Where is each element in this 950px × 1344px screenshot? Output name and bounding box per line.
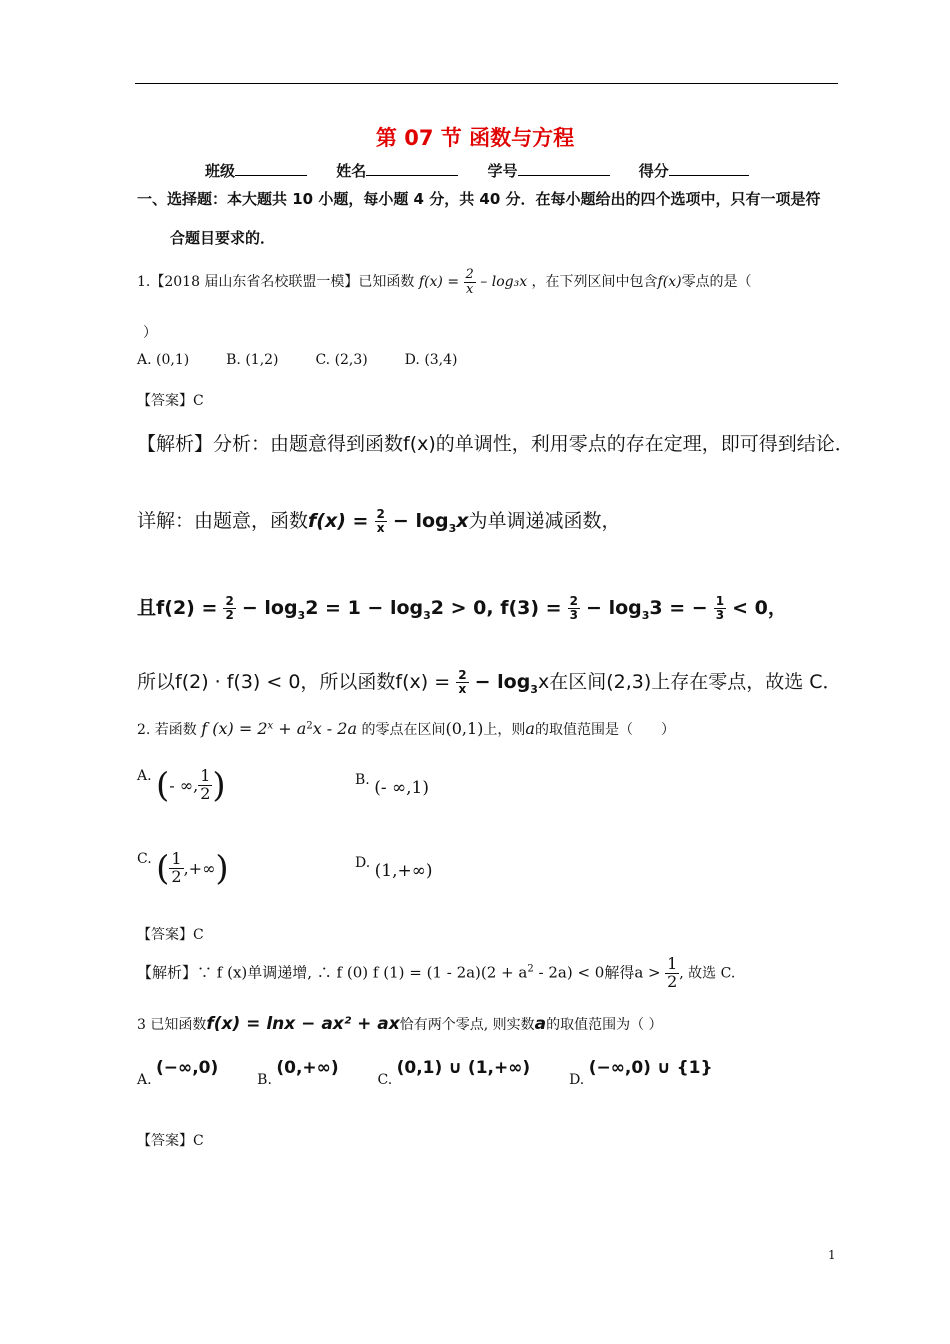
field-class[interactable]: 班级 <box>205 160 307 181</box>
q2-stem: 2. 若函数 f $(x) = 2^x + a^2x - 2a$ 的零点在区间(0,1)上，则a的取值范围是（ ） <box>137 719 675 738</box>
q3-stem: 3 已知函数f(x) = lnx − ax² + ax恰有两个零点, 则实数a的取值范围为（ ） <box>137 1014 663 1034</box>
q3-option-c[interactable]: C. (0,1) ∪ (1,+∞) <box>377 1058 531 1088</box>
field-name[interactable]: 姓名 <box>336 160 458 181</box>
q2-option-c[interactable]: C. ( $\frac{1}{2}$ ,+∞) <box>137 848 229 889</box>
q1-detail-1: 详解：由题意，函数f(x) = $\frac{2}{x}$ − $\log_3x$为单调递减函数， <box>137 507 621 535</box>
q2-option-d[interactable]: D. (1,+∞) <box>355 855 433 881</box>
q3-option-d[interactable]: D. (−∞,0) ∪ {1} <box>569 1058 713 1088</box>
student-info-fields <box>205 160 773 181</box>
q1-stem: 1.【2018 届山东省名校联盟一模】已知函数 f(x) = $\frac{2}{x}$ – log₃x ，在下列区间中包含f(x)零点的是（ <box>137 267 752 297</box>
q1-option-b[interactable]: B. (1,2) <box>226 352 279 368</box>
q1-option-a[interactable]: A. (0,1) <box>137 352 190 368</box>
q1-option-d[interactable]: D. (3,4) <box>404 352 458 368</box>
q1-detail-3: 所以f(2) · f(3) < 0，所以函数f(x) = $\frac{2}{x}$ − $\log_3x$在区间(2,3)上存在零点，故选 C． <box>137 668 842 696</box>
q2-option-a[interactable]: A. (- ∞, $\frac{1}{2}$ ) <box>137 765 226 806</box>
field-score[interactable]: 得分 <box>639 160 749 181</box>
page-number: 1 <box>828 1248 836 1262</box>
q1-answer: 【答案】C <box>137 393 204 409</box>
top-rule <box>135 83 838 84</box>
section-heading-cont: 合题目要求的． <box>170 229 276 247</box>
page-title: 第 07 节 函数与方程 <box>375 126 575 150</box>
q1-options <box>137 352 458 368</box>
q1-close-paren: ） <box>143 325 157 341</box>
field-id[interactable]: 学号 <box>488 160 610 181</box>
q2-analysis: 【解析】∵ f (x)单调递增, ∴ f (0) f $(1) = (1 - 2a)(2 + a^2 - 2a) < 0$解得a > $\frac{1}{2}$ , 故选 C. <box>137 954 736 991</box>
q1-detail-2: 且f(2) = $\frac{2}{2}$ − $\log_32 = 1 - \log_32 > 0$, f(3) = $\frac{2}{3}$ − $\log_33$ = − $\frac{1}{3}$ < 0， <box>137 594 787 622</box>
q3-option-b[interactable]: B. (0,+∞) <box>257 1058 339 1088</box>
q1-formula: f(x) = $\frac{2}{x}$ – log₃x <box>418 267 528 297</box>
q2-answer: 【答案】C <box>137 927 204 943</box>
q3-answer: 【答案】C <box>137 1133 204 1149</box>
q3-option-a[interactable]: A. (−∞,0) <box>137 1058 219 1088</box>
section-heading: 一、选择题：本大题共 10 小题，每小题 4 分，共 40 分．在每小题给出的四个选项中，只有一项是符 <box>137 190 821 208</box>
q2-option-b[interactable]: B. (- ∞,1) <box>355 772 429 798</box>
q3-options <box>137 1058 713 1088</box>
q1-analysis: 【解析】分析：由题意得到函数f(x)的单调性，利用零点的存在定理，即可得到结论． <box>137 433 854 455</box>
q1-option-c[interactable]: C. (2,3) <box>315 352 368 368</box>
